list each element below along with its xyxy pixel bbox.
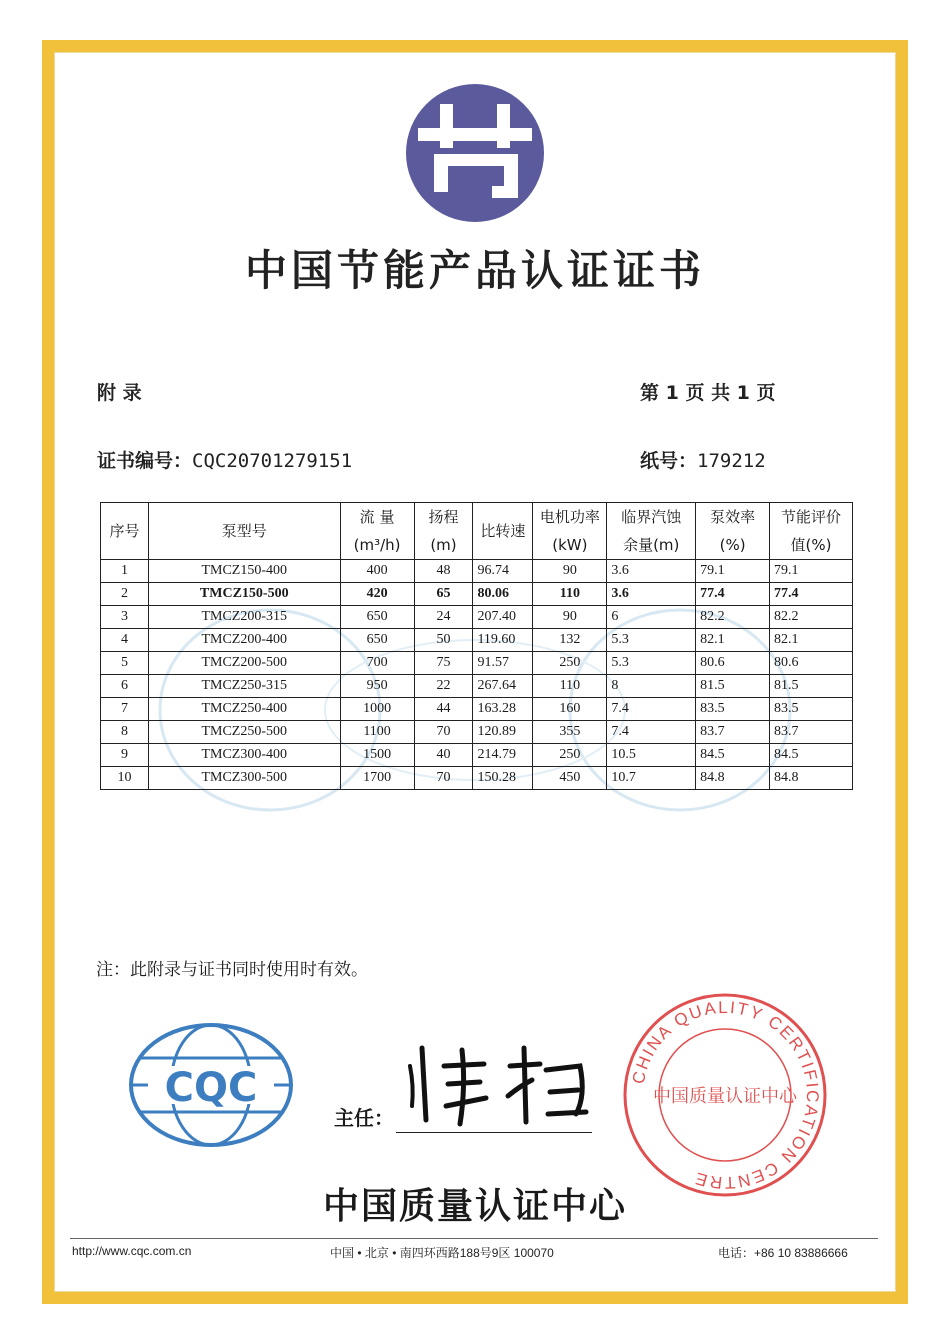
cell-speed: 91.57 <box>473 652 533 675</box>
cell-npsh: 7.4 <box>607 721 696 744</box>
cell-npsh: 10.7 <box>607 767 696 790</box>
cell-model: TMCZ200-500 <box>148 652 340 675</box>
cell-efficiency: 77.4 <box>696 583 770 606</box>
header-seq: 序号 <box>101 503 149 560</box>
cell-efficiency: 84.5 <box>696 744 770 767</box>
cell-power: 110 <box>533 583 607 606</box>
cell-speed: 267.64 <box>473 675 533 698</box>
cell-seq: 5 <box>101 652 149 675</box>
energy-saving-logo-icon <box>404 82 546 224</box>
product-table <box>100 502 853 790</box>
cell-speed: 120.89 <box>473 721 533 744</box>
cell-flow: 700 <box>340 652 414 675</box>
cell-speed: 119.60 <box>473 629 533 652</box>
cell-evaluation: 77.4 <box>770 583 853 606</box>
cell-evaluation: 80.6 <box>770 652 853 675</box>
cell-head: 50 <box>414 629 473 652</box>
table-row <box>101 767 853 790</box>
table-row <box>101 629 853 652</box>
cell-head: 70 <box>414 767 473 790</box>
cell-efficiency: 83.5 <box>696 698 770 721</box>
cell-npsh: 3.6 <box>607 583 696 606</box>
cqc-logo-text: CQC <box>164 1065 258 1111</box>
validity-note: 注：此附录与证书同时使用时有效。 <box>96 960 368 980</box>
table-row <box>101 583 853 606</box>
cell-npsh: 7.4 <box>607 698 696 721</box>
table-row <box>101 744 853 767</box>
cell-flow: 1700 <box>340 767 414 790</box>
table-row <box>101 606 853 629</box>
cell-flow: 1500 <box>340 744 414 767</box>
table-row <box>101 560 853 583</box>
cell-speed: 150.28 <box>473 767 533 790</box>
cell-power: 250 <box>533 744 607 767</box>
director-signature <box>400 1036 600 1132</box>
header-flow: 流 量 <box>340 503 414 532</box>
cell-model: TMCZ200-400 <box>148 629 340 652</box>
cell-speed: 96.74 <box>473 560 533 583</box>
cell-power: 110 <box>533 675 607 698</box>
cell-power: 132 <box>533 629 607 652</box>
cell-efficiency: 83.7 <box>696 721 770 744</box>
cell-npsh: 10.5 <box>607 744 696 767</box>
cell-flow: 650 <box>340 606 414 629</box>
signature-line <box>396 1132 592 1133</box>
cell-efficiency: 82.1 <box>696 629 770 652</box>
cell-efficiency: 80.6 <box>696 652 770 675</box>
cell-model: TMCZ250-500 <box>148 721 340 744</box>
header-speed: 比转速 <box>473 503 533 560</box>
header-npsh: 临界汽蚀 <box>607 503 696 532</box>
appendix-label: 附 录 <box>97 382 142 404</box>
header-npsh-unit: 余量(m) <box>607 531 696 560</box>
header-head-unit: (m) <box>414 531 473 560</box>
cell-power: 355 <box>533 721 607 744</box>
cell-speed: 80.06 <box>473 583 533 606</box>
table-row <box>101 698 853 721</box>
cell-npsh: 5.3 <box>607 629 696 652</box>
paper-number: 179212 <box>697 450 766 472</box>
cell-head: 75 <box>414 652 473 675</box>
cell-evaluation: 83.7 <box>770 721 853 744</box>
certificate-number: CQC20701279151 <box>192 450 353 472</box>
cell-efficiency: 82.2 <box>696 606 770 629</box>
header-power-unit: (kW) <box>533 531 607 560</box>
footer-phone: 电话：+86 10 83886666 <box>718 1246 848 1260</box>
cell-seq: 4 <box>101 629 149 652</box>
certificate-title: 中国节能产品认证证书 <box>244 246 705 295</box>
header-evaluation-unit: 值(%) <box>770 531 853 560</box>
cell-npsh: 5.3 <box>607 652 696 675</box>
cell-evaluation: 82.2 <box>770 606 853 629</box>
cell-evaluation: 84.5 <box>770 744 853 767</box>
page-info: 第 1 页 共 1 页 <box>640 382 776 404</box>
cell-seq: 6 <box>101 675 149 698</box>
cell-npsh: 8 <box>607 675 696 698</box>
header-evaluation: 节能评价 <box>770 503 853 532</box>
cell-model: TMCZ200-315 <box>148 606 340 629</box>
cell-seq: 1 <box>101 560 149 583</box>
certification-seal <box>620 990 830 1200</box>
cell-head: 44 <box>414 698 473 721</box>
cell-head: 48 <box>414 560 473 583</box>
cell-power: 250 <box>533 652 607 675</box>
cell-head: 65 <box>414 583 473 606</box>
cell-head: 40 <box>414 744 473 767</box>
cell-seq: 3 <box>101 606 149 629</box>
cell-speed: 163.28 <box>473 698 533 721</box>
seal-outer-text: CHINA QUALITY CERTIFICATION CENTRE <box>628 997 823 1193</box>
cell-seq: 7 <box>101 698 149 721</box>
certificate-number-label: 证书编号： <box>97 450 193 472</box>
cell-npsh: 3.6 <box>607 560 696 583</box>
cell-model: TMCZ150-400 <box>148 560 340 583</box>
footer-divider <box>70 1238 878 1239</box>
seal-inner-text: 中国质量认证中心 <box>653 1086 797 1107</box>
table-row <box>101 675 853 698</box>
cell-speed: 214.79 <box>473 744 533 767</box>
header-flow-unit: (m³/h) <box>340 531 414 560</box>
cell-efficiency: 84.8 <box>696 767 770 790</box>
cell-npsh: 6 <box>607 606 696 629</box>
cell-model: TMCZ300-500 <box>148 767 340 790</box>
cell-evaluation: 81.5 <box>770 675 853 698</box>
cell-head: 22 <box>414 675 473 698</box>
cell-power: 90 <box>533 606 607 629</box>
cell-model: TMCZ250-315 <box>148 675 340 698</box>
cell-speed: 207.40 <box>473 606 533 629</box>
cell-seq: 8 <box>101 721 149 744</box>
cell-head: 24 <box>414 606 473 629</box>
cell-efficiency: 79.1 <box>696 560 770 583</box>
cell-flow: 1100 <box>340 721 414 744</box>
director-label: 主任： <box>334 1106 394 1130</box>
header-efficiency-unit: (%) <box>696 531 770 560</box>
cell-evaluation: 82.1 <box>770 629 853 652</box>
cell-efficiency: 81.5 <box>696 675 770 698</box>
header-model: 泵型号 <box>148 503 340 560</box>
footer-address: 中国 • 北京 • 南四环西路188号9区 100070 <box>330 1246 554 1260</box>
cell-model: TMCZ150-500 <box>148 583 340 606</box>
table-row <box>101 721 853 744</box>
header-head: 扬程 <box>414 503 473 532</box>
cell-flow: 420 <box>340 583 414 606</box>
footer-url[interactable]: http://www.cqc.com.cn <box>72 1244 192 1258</box>
cell-seq: 10 <box>101 767 149 790</box>
cell-head: 70 <box>414 721 473 744</box>
header-efficiency: 泵效率 <box>696 503 770 532</box>
paper-number-label: 纸号： <box>640 450 698 472</box>
cell-seq: 9 <box>101 744 149 767</box>
cell-flow: 1000 <box>340 698 414 721</box>
table-row <box>101 652 853 675</box>
cell-seq: 2 <box>101 583 149 606</box>
footer-organization: 中国质量认证中心 <box>322 1186 627 1227</box>
cell-flow: 650 <box>340 629 414 652</box>
cell-evaluation: 83.5 <box>770 698 853 721</box>
cell-evaluation: 79.1 <box>770 560 853 583</box>
cell-evaluation: 84.8 <box>770 767 853 790</box>
cell-model: TMCZ300-400 <box>148 744 340 767</box>
cell-power: 450 <box>533 767 607 790</box>
cell-power: 90 <box>533 560 607 583</box>
cell-power: 160 <box>533 698 607 721</box>
cqc-logo <box>126 1020 296 1150</box>
cell-flow: 950 <box>340 675 414 698</box>
cell-flow: 400 <box>340 560 414 583</box>
header-power: 电机功率 <box>533 503 607 532</box>
cell-model: TMCZ250-400 <box>148 698 340 721</box>
